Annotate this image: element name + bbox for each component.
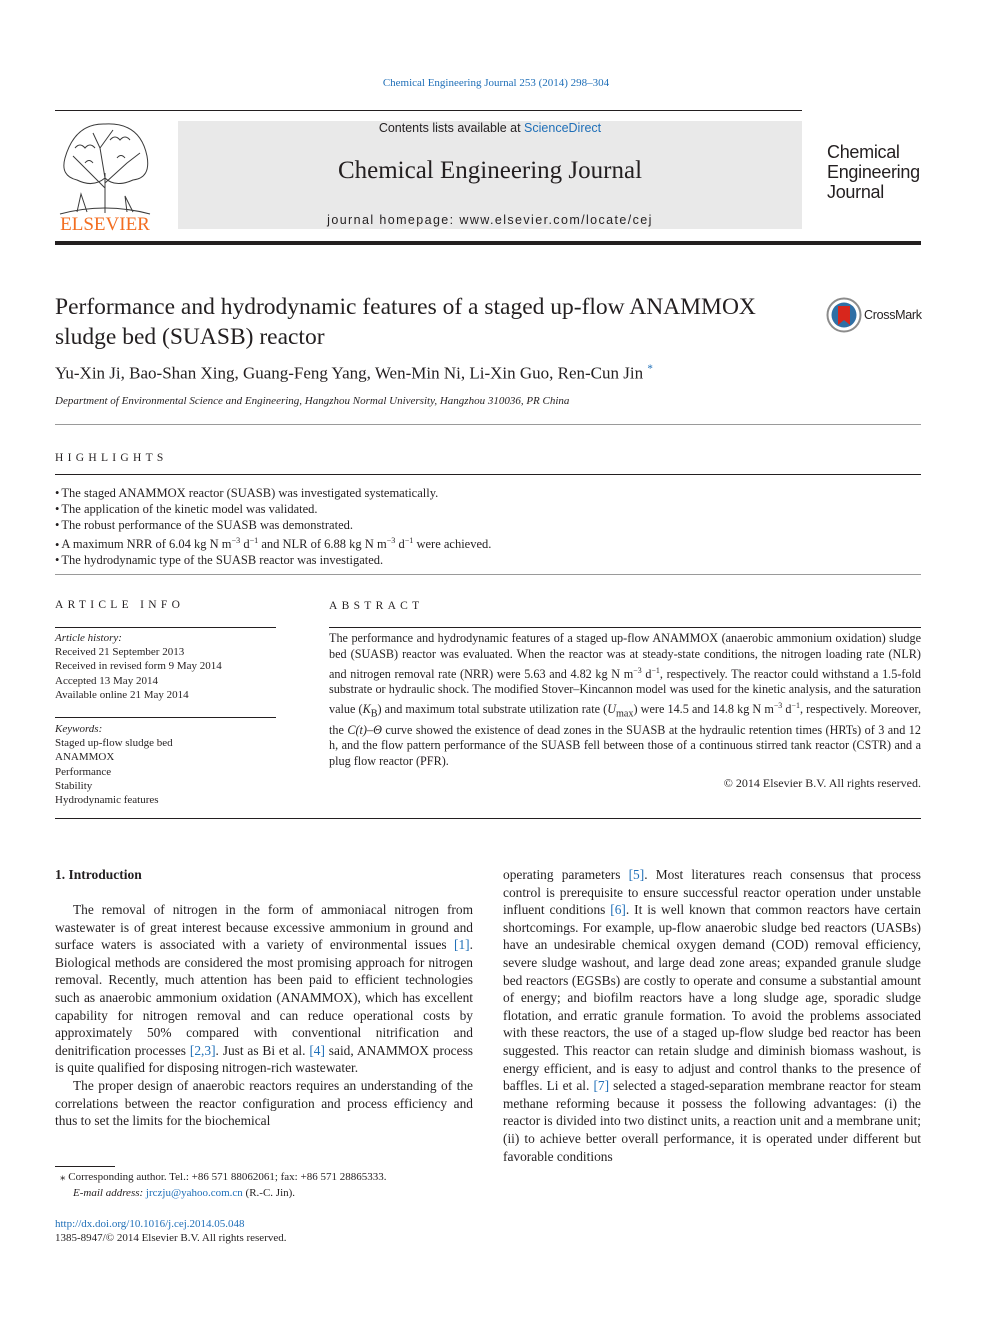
sciencedirect-link[interactable]: ScienceDirect [524, 121, 602, 135]
article-title: Performance and hydrodynamic features of a staged up-flow ANAMMOX sludge bed (SUASB) reactor [55, 294, 756, 350]
paragraph: The proper design of anaerobic reactors requires an understanding of the correlations between the reactor configuration and process efficiency and thus to set the limits for the biochemical [55, 1077, 473, 1129]
brand-line-2: Engineering [827, 162, 920, 182]
history-item: Received in revised form 9 May 2014 [55, 660, 222, 673]
author-list [55, 363, 915, 384]
history-label: Article history: [55, 632, 122, 644]
footnote-rule [55, 1166, 115, 1167]
header-thick-rule [55, 241, 921, 245]
highlight-item: • The robust performance of the SUASB was demonstrated. [55, 518, 921, 534]
divider [55, 424, 921, 425]
history-item: Available online 21 May 2014 [55, 688, 189, 701]
paragraph: operating parameters [5]. Most literatures reach consensus that process control is prerequisite to ensure successful reactor operation under unstable influent conditions [6]. It is well known that common reactors have certain shortcomings. For example, up-flow anaerobic sludge bed reactors (UASBs) have an undesirable chemical oxygen demand (COD) removal efficiency, severe sludge washout, and large dead zone areas; expanded granule sludge bed reactors (EGSBs) are costly to operate and consume a substantial amount of energy; and biofilm reactors have a long sludge age, sporadic sludge flotation, and erratic granule formation. To avoid the problems associated with these reactors, the use of a staged up-flow sludge bed reactor has been suggested. This reactor can retain sludge and diminish biomass washout, is energy efficient, and is easy to adjust and control thanks to the presence of baffles. Li et al. [7] selected a staged-separation membrane reactor for steam methane reforming because it possess the following advantages: (i) the reactor is divided into two distinct units, a reaction unit and a membrane unit; (ii) to achieve better overall performance, it is operated under different but favorable conditions [503, 867, 922, 1164]
keyword: Hydrodynamic features [55, 794, 159, 807]
body-column-left [55, 901, 473, 1130]
paragraph: The removal of nitrogen in the form of ammoniacal nitrogen from wastewater is of great interest because excessive ammonium in ground and surface waters is associated with a variety of environmental issues [1]. Biological methods are considered the most promising approach for nitrogen removal. Recently, much attention has been paid to efficient technologies such as anaerobic ammonium oxidation (ANAMMOX), which has excellent capability for nitrogen removal and can reduce operational costs by approximately 50% compared with conventional nitrification and denitrification processes [2,3]. Just as Bi et al. [4] said, ANAMMOX process is quite qualified for disposing nitrogen-rich wastewater. [55, 902, 473, 1076]
abstract-text: The performance and hydrodynamic features of a staged up-flow ANAMMOX (anaerobic ammonium oxidation) sludge bed (SUASB) reactor was evaluated. When the reactor was at steady-state conditions, the nitrogen loading rate (NLR) and nitrogen removal rate (NRR) were 5.63 and 4.82 kg N $m^{-3}$ $d^{-1}$, respectively. The reactor could withstand a 1.5-fold substrate or hydraulic shock. The modified Stover–Kincannon model was used for the kinetic analysis, and the saturation value $(K_B)$ and maximum total substrate utilization rate $(U_{max})$ were 14.5 and 14.8 kg N $m^{-3}$ $d^{-1}$, respectively. Moreover, the C(t)–Θ curve showed the existence of dead zones in the SUASB at the hydraulic retention times (HRTs) of 3 and 12 h, and the flow pattern performance of the SUASB fell between those of a continuous stirred tank reactor (CSTR) and a plug flow reactor (PFR). [329, 631, 922, 769]
divider [55, 474, 921, 475]
highlights-list [55, 486, 921, 569]
corresponding-author-mark[interactable]: * [647, 363, 653, 375]
abstract-heading: ABSTRACT [329, 600, 424, 612]
keyword: ANAMMOX [55, 751, 115, 764]
affiliation: Department of Environmental Science and Engineering, Hangzhou Normal University, Hangzhou 310036, PR China [55, 395, 570, 407]
journal-brand-logo[interactable] [827, 142, 937, 202]
copyright: © 2014 Elsevier B.V. All rights reserved. [723, 776, 921, 790]
citation-link[interactable]: [5] [628, 867, 645, 882]
authors-text: Yu-Xin Ji, Bao-Shan Xing, Guang-Feng Yang, Wen-Min Ni, Li-Xin Guo, Ren-Cun Jin [55, 363, 644, 383]
journal-homepage[interactable]: journal homepage: www.elsevier.com/locate/cej [327, 213, 653, 227]
divider [55, 717, 276, 718]
crossmark-icon [826, 297, 862, 333]
article-history [55, 631, 276, 702]
citation-link[interactable]: [6] [610, 902, 626, 918]
highlight-item: • A maximum NRR of 6.04 kg N $m^{-3}$ $d^{-1}$ and NLR of 6.88 kg N $m^{-3}$ $d^{-1}$ were achieved. [55, 533, 921, 553]
keyword: Stability [55, 779, 93, 792]
elsevier-logo[interactable] [55, 118, 155, 234]
footnote [60, 1170, 480, 1201]
email-link[interactable]: jrczju@yahoo.com.cn [145, 1186, 243, 1199]
article-info-heading: ARTICLE INFO [55, 599, 185, 611]
journal-reference[interactable]: Chemical Engineering Journal 253 (2014) 298–304 [382, 77, 610, 89]
crossmark-badge[interactable] [826, 297, 926, 333]
history-item: Accepted 13 May 2014 [55, 674, 158, 687]
brand-line-3: Journal [827, 182, 884, 202]
issn-line: 1385-8947/© 2014 Elsevier B.V. All rights reserved. [55, 1232, 287, 1244]
elsevier-tree-icon [55, 118, 155, 234]
highlight-item: • The application of the kinetic model was validated. [55, 502, 921, 518]
divider [329, 627, 921, 628]
body-column-right [503, 866, 921, 1165]
highlights-heading: HIGHLIGHTS [55, 452, 168, 464]
keyword: Staged up-flow sludge bed [55, 737, 173, 750]
keywords [55, 722, 276, 807]
divider [55, 627, 276, 628]
crossmark-label: CrossMark [864, 308, 922, 322]
keywords-label: Keywords: [55, 723, 103, 735]
history-item: Received 21 September 2013 [55, 646, 185, 659]
divider [55, 818, 921, 819]
header-rule [55, 110, 802, 111]
citation-link[interactable]: [4] [309, 1042, 325, 1058]
section-heading-introduction: 1. Introduction [55, 867, 142, 882]
brand-line-1: Chemical [827, 142, 900, 162]
footnote-email: E-mail address: jrczju@yahoo.com.cn (R.-C. Jin). [73, 1186, 296, 1199]
keyword: Performance [55, 765, 112, 778]
citation-link[interactable]: [1] [454, 937, 470, 953]
footnote-author: ⁎ Corresponding author. Tel.: +86 571 88062061; fax: +86 571 28865333. [60, 1171, 387, 1183]
doi-link[interactable]: http://dx.doi.org/10.1016/j.cej.2014.05.048 [55, 1218, 245, 1230]
highlight-item: • The staged ANAMMOX reactor (SUASB) was investigated systematically. [55, 486, 921, 502]
journal-title: Chemical Engineering Journal [337, 157, 643, 184]
article-footer [55, 1217, 287, 1245]
citation-link[interactable]: [2,3] [189, 1042, 216, 1058]
divider [55, 574, 921, 575]
highlight-item: • The hydrodynamic type of the SUASB reactor was investigated. [55, 553, 921, 569]
contents-line [178, 121, 802, 135]
citation-link[interactable]: [7] [593, 1078, 610, 1094]
contents-prefix: Contents lists available at [378, 121, 525, 135]
elsevier-wordmark: ELSEVIER [60, 214, 150, 234]
